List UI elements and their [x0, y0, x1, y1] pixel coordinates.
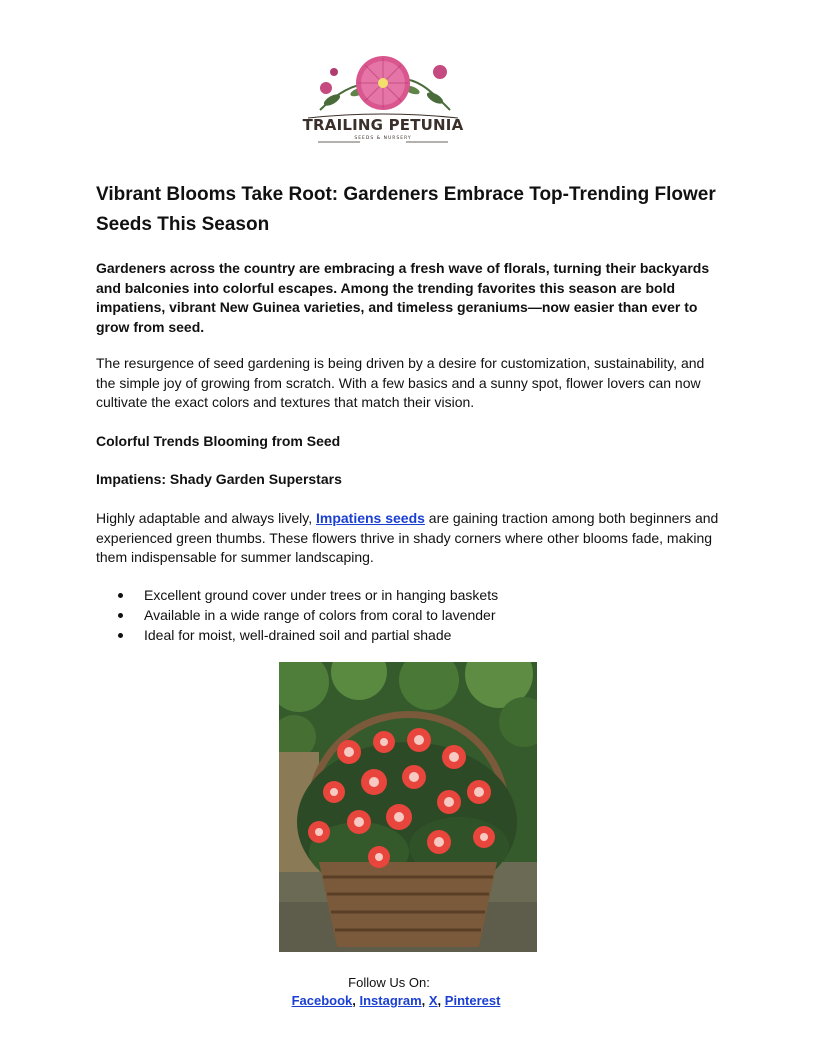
lead-paragraph: Gardeners across the country are embracing a fresh wave of florals, turning their backyards and balconies into colorful escapes. Among the trending favorites this season are bold impatiens, vibrant New Guinea varieties, and timeless geraniums—now easier than ever to grow from seed. — [96, 260, 710, 335]
bullet-icon — [118, 613, 123, 618]
subsection-heading: Impatiens: Shady Garden Superstars — [96, 471, 342, 487]
paragraph-text-after: are gaining traction among both beginners and experienced green thumbs. These flowers thrive in shady corners where other blooms fade, making them indispensable for summer landscaping. — [96, 510, 719, 565]
social-links — [0, 991, 792, 1010]
feature-list — [96, 585, 720, 645]
link-separator: , — [421, 993, 429, 1008]
list-item-text: Available in a wide range of colors from coral to lavender — [144, 607, 496, 623]
list-item — [96, 625, 720, 645]
logo-wordmark: TRAILING PETUNIA — [302, 116, 464, 134]
article-title: Vibrant Blooms Take Root: Gardeners Embrace Top-Trending Flower Seeds This Season — [96, 184, 716, 235]
link-separator: , — [352, 993, 360, 1008]
logo-tagline: SEEDS & NURSERY — [354, 136, 412, 141]
list-item-text: Ideal for moist, well-drained soil and partial shade — [144, 627, 452, 643]
impatiens-basket-photo — [279, 662, 537, 952]
bullet-icon — [118, 633, 123, 638]
brand-logo — [300, 50, 466, 146]
section-heading: Colorful Trends Blooming from Seed — [96, 433, 341, 449]
paragraph-text-before: Highly adaptable and always lively, — [96, 510, 316, 526]
body-paragraph: The resurgence of seed gardening is being driven by a desire for customization, sustainability, and the simple joy of growing from scratch. With a few basics and a sunny spot, flower lovers can now cultivate the exact colors and textures that match their vision. — [96, 355, 705, 410]
follow-us-label: Follow Us On: — [348, 975, 430, 990]
list-item — [96, 605, 720, 625]
impatiens-paragraph — [96, 509, 720, 568]
impatiens-seeds-link[interactable]: Impatiens seeds — [315, 510, 425, 526]
link-separator: , — [437, 993, 445, 1008]
bullet-icon — [118, 593, 123, 598]
facebook-link[interactable]: Facebook — [291, 993, 353, 1008]
list-item-text: Excellent ground cover under trees or in hanging baskets — [144, 587, 499, 603]
instagram-link[interactable]: Instagram — [359, 993, 422, 1008]
pinterest-link[interactable]: Pinterest — [444, 993, 501, 1008]
x-link[interactable]: X — [428, 993, 438, 1008]
list-item — [96, 585, 720, 605]
